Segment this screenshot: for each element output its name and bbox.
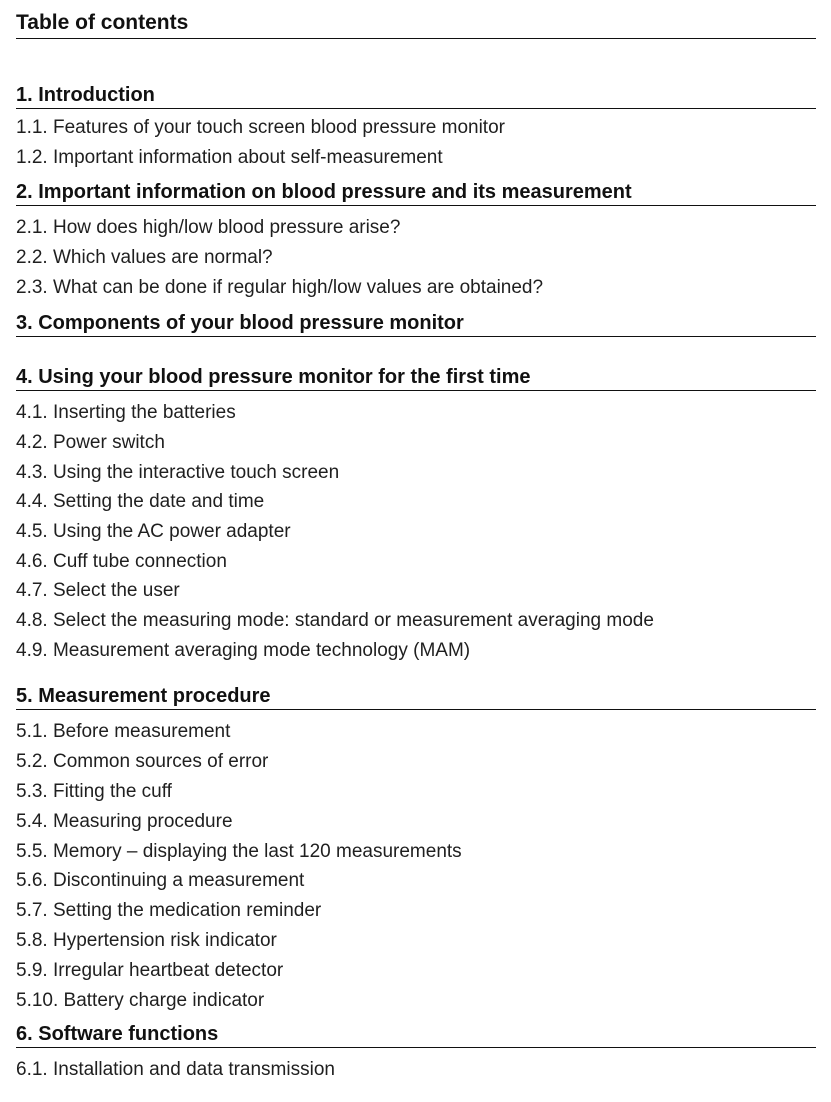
toc-section-heading[interactable]: 4. Using your blood pressure monitor for the first time bbox=[16, 365, 816, 391]
toc-item[interactable]: 1.2. Important information about self-measurement bbox=[16, 147, 443, 168]
toc-item[interactable]: 2.1. How does high/low blood pressure arise? bbox=[16, 217, 401, 238]
toc-item[interactable]: 4.4. Setting the date and time bbox=[16, 491, 265, 512]
toc-item[interactable]: 5.3. Fitting the cuff bbox=[16, 781, 172, 802]
toc-item[interactable]: 5.4. Measuring procedure bbox=[16, 811, 233, 832]
toc-section-heading[interactable]: 2. Important information on blood pressure and its measurement bbox=[16, 180, 816, 206]
toc-section-heading[interactable]: 3. Components of your blood pressure monitor bbox=[16, 311, 816, 337]
toc-item[interactable]: 2.3. What can be done if regular high/low values are obtained? bbox=[16, 277, 544, 298]
toc-item[interactable]: 4.3. Using the interactive touch screen bbox=[16, 462, 340, 483]
toc-item[interactable]: 5.6. Discontinuing a measurement bbox=[16, 870, 305, 891]
toc-item[interactable]: 5.5. Memory – displaying the last 120 measurements bbox=[16, 841, 462, 862]
toc-item[interactable]: 4.5. Using the AC power adapter bbox=[16, 521, 291, 542]
toc-item[interactable]: 2.2. Which values are normal? bbox=[16, 247, 273, 268]
toc-section-heading[interactable]: 1. Introduction bbox=[16, 83, 816, 109]
toc-item[interactable]: 4.8. Select the measuring mode: standard or measurement averaging mode bbox=[16, 610, 654, 631]
toc-section-heading[interactable]: 6. Software functions bbox=[16, 1022, 816, 1048]
toc-item[interactable]: 5.2. Common sources of error bbox=[16, 751, 269, 772]
toc-item[interactable]: 5.1. Before measurement bbox=[16, 721, 231, 742]
toc-item[interactable]: 5.10. Battery charge indicator bbox=[16, 990, 265, 1011]
toc-title: Table of contents bbox=[16, 10, 816, 39]
toc-item[interactable]: 4.1. Inserting the batteries bbox=[16, 402, 236, 423]
toc-item[interactable]: 5.8. Hypertension risk indicator bbox=[16, 930, 277, 951]
toc-item[interactable]: 6.1. Installation and data transmission bbox=[16, 1059, 335, 1080]
toc-item[interactable]: 5.9. Irregular heartbeat detector bbox=[16, 960, 284, 981]
toc-item[interactable]: 4.2. Power switch bbox=[16, 432, 165, 453]
toc-section-heading[interactable]: 5. Measurement procedure bbox=[16, 684, 816, 710]
toc-item[interactable]: 4.6. Cuff tube connection bbox=[16, 551, 227, 572]
toc-item[interactable]: 1.1. Features of your touch screen blood pressure monitor bbox=[16, 117, 505, 138]
toc-item[interactable]: 5.7. Setting the medication reminder bbox=[16, 900, 322, 921]
toc-item[interactable]: 4.7. Select the user bbox=[16, 580, 180, 601]
toc-item[interactable]: 4.9. Measurement averaging mode technology (MAM) bbox=[16, 640, 471, 661]
